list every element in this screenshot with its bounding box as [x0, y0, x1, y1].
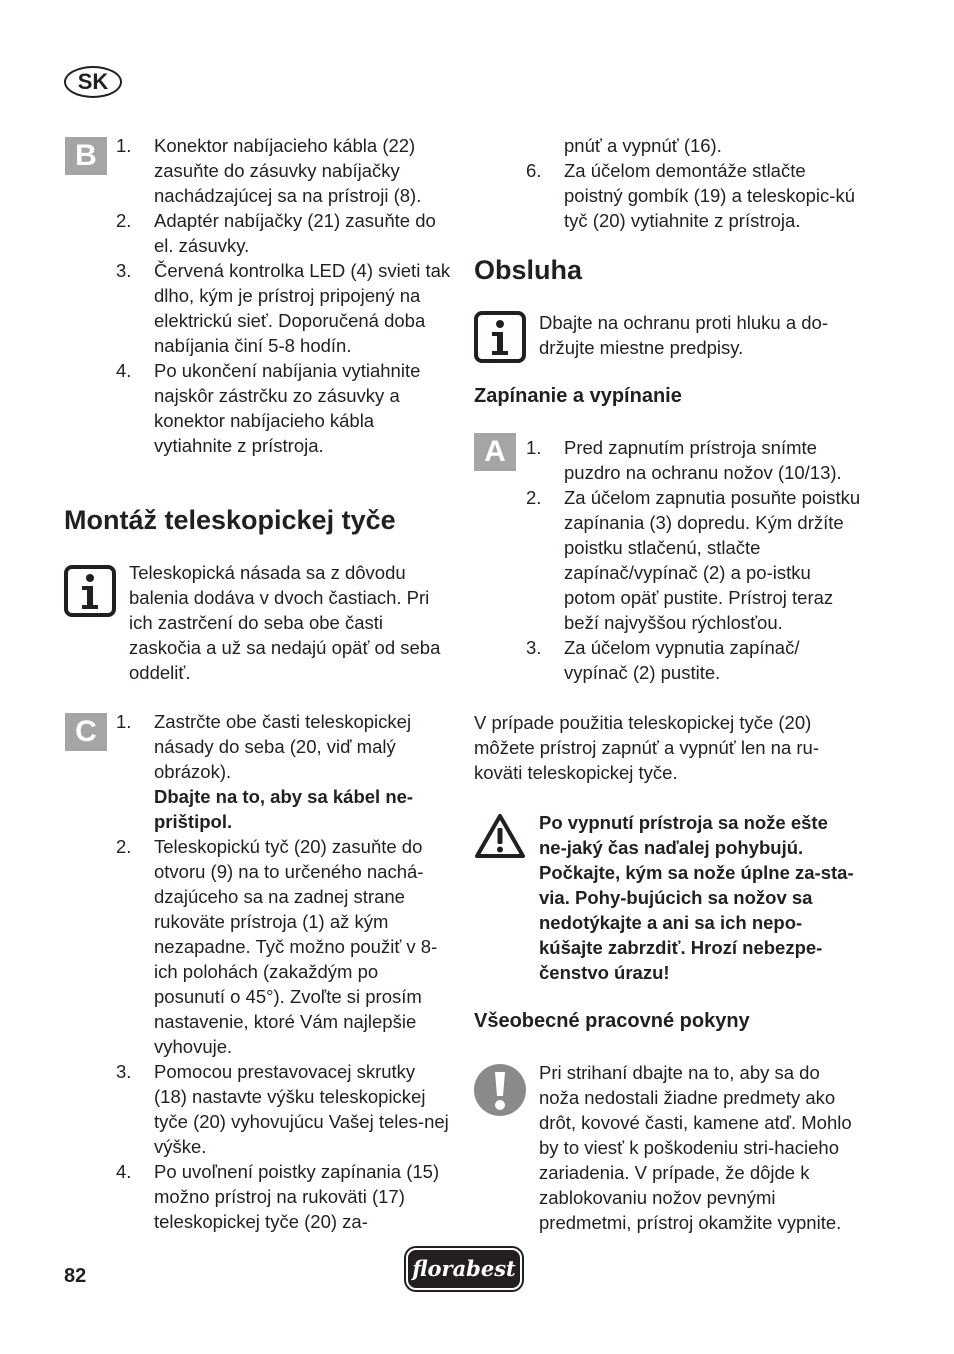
item-number: 3.	[526, 637, 542, 658]
item-text: Adaptér nabíjačky (21) zasuňte do el. zásuvky.	[154, 210, 436, 256]
info-text-montaz: Teleskopická násada sa z dôvodu balenia dodáva v dvoch častiach. Pri ich zastrčení do seba obe časti zaskočia a už sa nedajú opäť od seba oddeliť.	[129, 562, 441, 683]
heading-obsluha: Obsluha	[474, 255, 583, 285]
item-text: Po uvoľnení poistky zapínania (15) možno prístroj na rukoväti (17) teleskopickej tyče (20) za-	[154, 1161, 440, 1232]
item-number: 3.	[116, 260, 132, 281]
item-text: Za účelom zapnutia posuňte poistku zapínania (3) dopredu. Kým držíte poistku stlačenú, stlačte zapínač/vypínač (2) a po-istku potom opäť pustite. Prístroj teraz beží najvyššou rýchlosťou.	[564, 487, 861, 633]
continued-text: pnúť a vypnúť (16).	[564, 135, 722, 156]
list-item	[116, 1159, 452, 1234]
telescope-paragraph: V prípade použitia teleskopickej tyče (20) môžete prístroj zapnúť a vypnúť len na ru-koväti teleskopickej tyče.	[474, 712, 819, 783]
item-text: Pred zapnutím prístroja snímte puzdro na ochranu nožov (10/13).	[564, 437, 842, 483]
item-number: 1.	[116, 711, 132, 732]
florabest-logo: florabest	[406, 1248, 522, 1290]
subheading-vseobecne: Všeobecné pracovné pokyny	[474, 1010, 750, 1032]
charging-steps-list	[116, 133, 452, 458]
caution-text: Pri strihaní dbajte na to, aby sa do noža nedostali žiadne predmety ako drôt, kovové časti, kamene atď. Mohlo by to viesť k poškodeniu stri-hacieho zariadenia. V prípade, že dôjde k zablokovaniu nožov pevnými predmetmi, prístroj okamžite vypnite.	[539, 1062, 852, 1233]
item-number: 6.	[526, 160, 542, 181]
assembly-steps-list	[116, 709, 452, 1234]
info-text-obsluha: Dbajte na ochranu proti hluku a do-držujte miestne predpisy.	[539, 312, 828, 358]
cable-warning: Dbajte na to, aby sa kábel ne-prištipol.	[154, 786, 414, 832]
item-text: Zastrčte obe časti teleskopickej násady do seba (20, viď malý obrázok).	[154, 711, 412, 782]
item-text: Teleskopickú tyč (20) zasuňte do otvoru (9) na to určeného nachá-dzajúceho sa na zadnej strane rukoväte prístroja (1) až kým nezapadne. Tyč možno použiť v 8-ich polohách (zakaždým po posunutí o 45°). Zvoľte si prosím nastavenie, ktoré Vám najlepšie vyhovuje.	[154, 836, 438, 1057]
figure-ref-a: A	[474, 433, 516, 471]
warning-triangle-icon	[474, 812, 526, 860]
item-number: 2.	[116, 836, 132, 857]
info-icon	[64, 565, 116, 617]
item-number: 2.	[116, 210, 132, 231]
list-item	[116, 208, 452, 258]
list-item	[526, 435, 864, 485]
item-text: Za účelom demontáže stlačte poistný gombík (19) a teleskopic-kú tyč (20) vytiahnite z prístroja.	[564, 160, 855, 231]
list-item	[526, 485, 864, 635]
list-item	[116, 133, 452, 208]
list-item	[116, 1059, 452, 1159]
list-item	[116, 834, 452, 1059]
info-icon	[474, 311, 526, 363]
subheading-zapinanie: Zapínanie a vypínanie	[474, 385, 682, 407]
item-number: 1.	[526, 437, 542, 458]
item-number: 1.	[116, 135, 132, 156]
figure-ref-b: B	[65, 137, 107, 175]
warning-text: Po vypnutí prístroja sa nože ešte ne-jaký čas naďalej pohybujú. Počkajte, kým sa nože úplne za-sta-via. Pohy-bujúcich sa nožov sa nedotýkajte a ani sa ich nepo-kúšajte zabrzdiť. Hrozí nebezpe-čenstvo úrazu!	[539, 812, 854, 983]
page-number: 82	[64, 1265, 87, 1287]
item-text: Červená kontrolka LED (4) svieti tak dlho, kým je prístroj pripojený na elektrickú sieť. Doporučená doba nabíjania činí 5-8 hodín.	[154, 260, 451, 356]
item-text: Konektor nabíjacieho kábla (22) zasuňte do zásuvky nabíjačky nachádzajúcej sa na prístroji (8).	[154, 135, 422, 206]
item-number: 3.	[116, 1061, 132, 1082]
item-number: 2.	[526, 487, 542, 508]
item-number: 4.	[116, 360, 132, 381]
list-item	[116, 358, 452, 458]
list-item	[116, 709, 452, 834]
caution-exclamation-icon	[474, 1064, 526, 1116]
switching-steps-list	[526, 435, 864, 685]
list-item	[116, 258, 452, 358]
heading-montaz: Montáž teleskopickej tyče	[64, 505, 396, 535]
language-badge: SK	[64, 66, 122, 98]
item-text: Pomocou prestavovacej skrutky (18) nastavte výšku teleskopickej tyče (20) vyhovujúcu Vašej teles-nej výške.	[154, 1061, 449, 1157]
list-item	[526, 158, 864, 233]
item-text: Po ukončení nabíjania vytiahnite najskôr zástrčku zo zásuvky a konektor nabíjacieho kábla vytiahnite z prístroja.	[154, 360, 421, 456]
item-number: 4.	[116, 1161, 132, 1182]
figure-ref-c: C	[65, 713, 107, 751]
item-text: Za účelom vypnutia zapínač/ vypínač (2) pustite.	[564, 637, 800, 683]
list-item	[526, 635, 864, 685]
